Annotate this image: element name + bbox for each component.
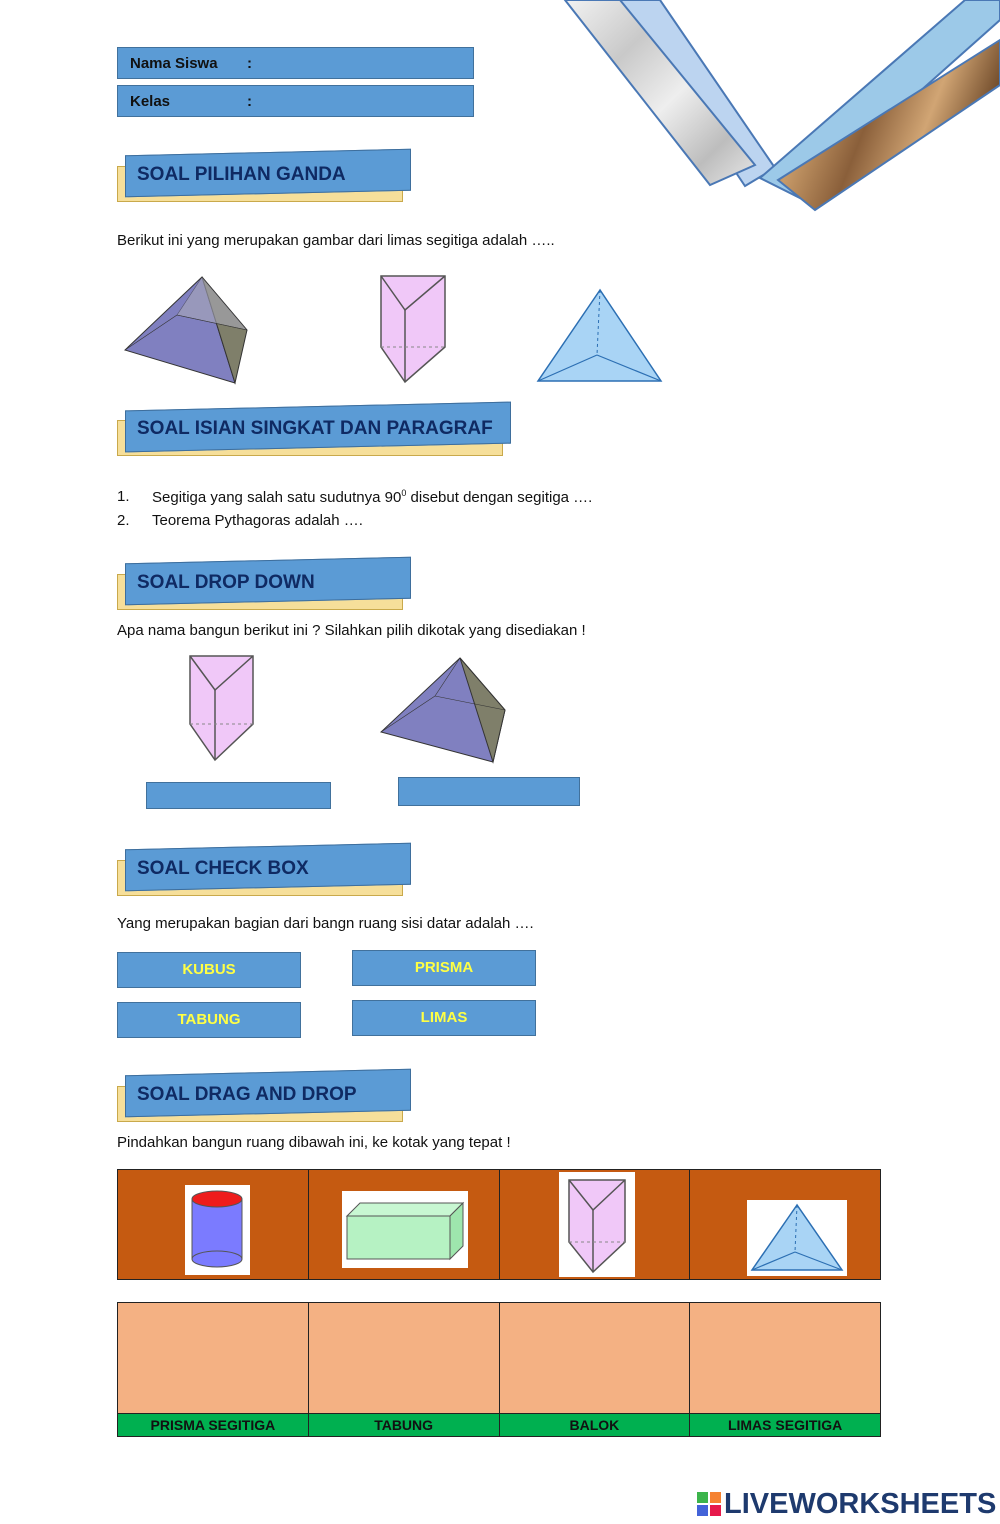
question-text: Segitiga yang salah satu sudutnya 90 xyxy=(152,489,402,506)
triangular-prism-option[interactable] xyxy=(375,272,455,387)
drop-zone[interactable] xyxy=(118,1303,308,1413)
question-number: 1. xyxy=(117,488,130,505)
section-title: SOAL CHECK BOX xyxy=(137,858,309,879)
section-title: SOAL DROP DOWN xyxy=(137,572,315,593)
student-name-label: Nama Siswa xyxy=(130,55,218,72)
cuboid-shape[interactable] xyxy=(342,1191,468,1268)
section-title: SOAL DRAG AND DROP xyxy=(137,1084,357,1105)
prism-shape[interactable] xyxy=(559,1172,635,1277)
drop-zone[interactable] xyxy=(309,1303,499,1413)
section-header-check-box xyxy=(117,846,417,902)
triangular-pyramid-option[interactable] xyxy=(535,285,665,385)
triangular-pyramid-shape[interactable] xyxy=(747,1200,847,1276)
drop-label: PRISMA SEGITIGA xyxy=(118,1413,308,1436)
drag-cell xyxy=(309,1170,500,1279)
drop-zones-row xyxy=(117,1302,881,1437)
liveworksheets-logo: LIVEWORKSHEETS xyxy=(724,1488,997,1520)
section-header-short-answer xyxy=(117,406,517,462)
drop-label: TABUNG xyxy=(309,1413,499,1436)
drop-column xyxy=(309,1303,500,1436)
option-tabung[interactable]: TABUNG xyxy=(117,1002,301,1038)
dropdown-answer-1[interactable] xyxy=(146,782,331,809)
option-limas[interactable]: LIMAS xyxy=(352,1000,536,1036)
cylinder-shape[interactable] xyxy=(185,1185,250,1275)
class-field[interactable] xyxy=(117,85,474,117)
drop-column xyxy=(690,1303,880,1436)
drop-column xyxy=(118,1303,309,1436)
dropdown-question: Apa nama bangun berikut ini ? Silahkan pilih dikotak yang disediakan ! xyxy=(117,622,586,639)
drop-label: LIMAS SEGITIGA xyxy=(690,1413,880,1436)
option-prisma[interactable]: PRISMA xyxy=(352,950,536,986)
checkbox-question: Yang merupakan bagian dari bangn ruang sisi datar adalah …. xyxy=(117,915,534,932)
mc-question: Berikut ini yang merupakan gambar dari limas segitiga adalah ….. xyxy=(117,232,555,249)
short-question-2: Teorema Pythagoras adalah …. xyxy=(152,512,363,529)
drag-cell xyxy=(500,1170,691,1279)
colon: : xyxy=(247,93,252,110)
section-header-drag-drop xyxy=(117,1072,417,1128)
section-title: SOAL PILIHAN GANDA xyxy=(137,164,346,185)
drop-column xyxy=(500,1303,691,1436)
section-header-multiple-choice xyxy=(117,152,417,208)
square-pyramid-option[interactable] xyxy=(117,265,257,385)
section-title: SOAL ISIAN SINGKAT DAN PARAGRAF xyxy=(137,418,493,439)
class-label: Kelas xyxy=(130,93,171,110)
question-number: 2. xyxy=(117,512,130,529)
drag-cell xyxy=(690,1170,880,1279)
decorative-strips xyxy=(550,0,1000,215)
student-name-field[interactable] xyxy=(117,47,474,79)
drop-zone[interactable] xyxy=(500,1303,690,1413)
section-header-drop-down xyxy=(117,560,417,616)
drop-zone[interactable] xyxy=(690,1303,880,1413)
dropdown-answer-2[interactable] xyxy=(398,777,580,806)
drop-label: BALOK xyxy=(500,1413,690,1436)
draggable-shapes-row xyxy=(117,1169,881,1280)
colon: : xyxy=(247,55,252,72)
drag-cell xyxy=(118,1170,309,1279)
option-kubus[interactable]: KUBUS xyxy=(117,952,301,988)
drag-question: Pindahkan bangun ruang dibawah ini, ke kotak yang tepat ! xyxy=(117,1134,511,1151)
superscript-zero: 0 xyxy=(401,488,407,498)
short-question-1 xyxy=(152,488,592,506)
square-pyramid-image xyxy=(375,650,515,765)
question-text-cont: disebut dengan segitiga …. xyxy=(406,489,593,506)
triangular-prism-image xyxy=(185,652,260,764)
liveworksheets-logo-icon xyxy=(697,1492,721,1516)
